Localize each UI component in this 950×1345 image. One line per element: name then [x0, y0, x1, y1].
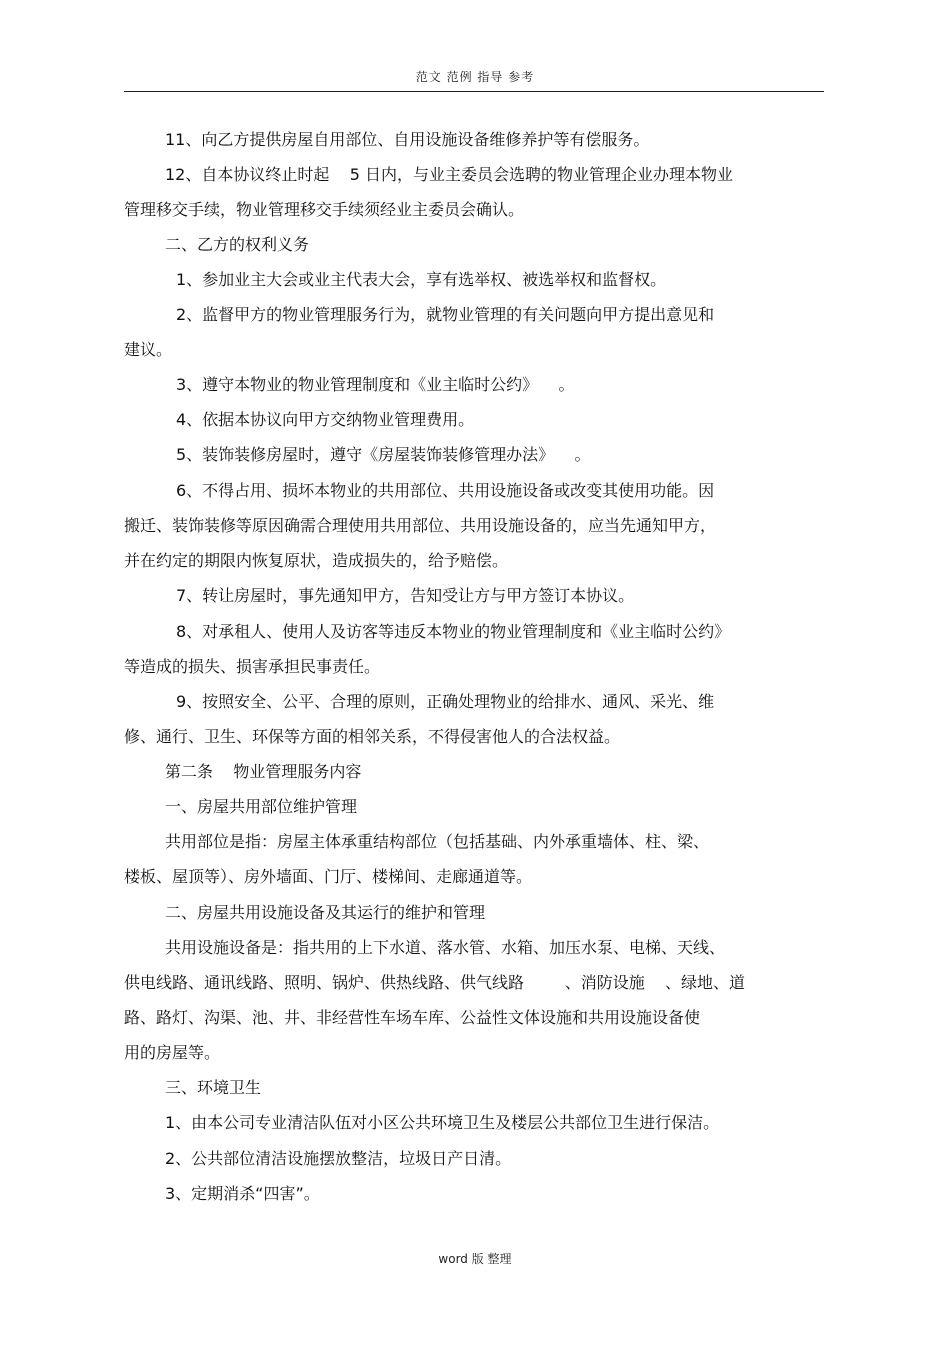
paragraph-line: 共用设施设备是：指共用的上下水道、落水管、水箱、加压水泵、电梯、天线、 — [165, 938, 726, 957]
paragraph-line: 管理移交手续，物业管理移交手续须经业主委员会确认。 — [124, 200, 525, 219]
paragraph-line: 4、依据本协议向甲方交纳物业管理费用。 — [176, 410, 475, 429]
paragraph-line: 3、遵守本物业的物业管理制度和《业主临时公约》 。 — [176, 375, 575, 394]
section-heading: 三、环境卫生 — [165, 1078, 262, 1097]
paragraph-line: 1、参加业主大会或业主代表大会，享有选举权、被选举权和监督权。 — [176, 270, 667, 289]
article-heading: 第二条 物业管理服务内容 — [165, 762, 362, 781]
paragraph-line: 并在约定的期限内恢复原状，造成损失的，给予赔偿。 — [124, 551, 509, 570]
paragraph-line: 2、公共部位清洁设施摆放整洁，垃圾日产日清。 — [165, 1149, 512, 1168]
paragraph-line: 楼板、屋顶等）、房外墙面、门厅、楼梯间、走廊通道等。 — [124, 867, 533, 886]
paragraph-line: 11、向乙方提供房屋自用部位、自用设施设备维修养护等有偿服务。 — [165, 130, 650, 149]
paragraph-line: 7、转让房屋时，事先通知甲方，告知受让方与甲方签订本协议。 — [176, 586, 635, 605]
paragraph-line: 12、自本协议终止时起 5 日内，与业主委员会选聘的物业管理企业办理本物业 — [165, 165, 733, 184]
paragraph-line: 6、不得占用、损坏本物业的共用部位、共用设施设备或改变其使用功能。因 — [176, 481, 715, 500]
paragraph-line: 修、通行、卫生、环保等方面的相邻关系，不得侵害他人的合法权益。 — [124, 727, 621, 746]
paragraph-line: 搬迁、装饰装修等原因确需合理使用共用部位、共用设施设备的，应当先通知甲方， — [124, 516, 717, 535]
paragraph-line: 5、装饰装修房屋时，遵守《房屋装饰装修管理办法》 。 — [176, 445, 591, 464]
page-footer: word 版 整理 — [438, 1252, 512, 1266]
section-heading: 二、房屋共用设施设备及其运行的维护和管理 — [165, 903, 486, 922]
paragraph-line: 9、按照安全、公平、合理的原则，正确处理物业的给排水、通风、采光、维 — [176, 692, 715, 711]
paragraph-line: 供电线路、通讯线路、照明、锅炉、供热线路、供气线路 、消防设施 、绿地、道 — [124, 973, 746, 992]
paragraph-line: 路、路灯、沟渠、池、井、非经营性车场车库、公益性文体设施和共用设施设备使 — [124, 1008, 701, 1027]
paragraph-line: 用的房屋等。 — [124, 1043, 221, 1062]
paragraph-line: 1、由本公司专业清洁队伍对小区公共环境卫生及楼层公共部位卫生进行保洁。 — [165, 1113, 720, 1132]
paragraph-line: 共用部位是指：房屋主体承重结构部位（包括基础、内外承重墙体、柱、梁、 — [165, 832, 710, 851]
page-header: 范文 范例 指导 参考 — [415, 70, 535, 84]
paragraph-line: 3、定期消杀“四害”。 — [165, 1184, 320, 1203]
section-heading: 二、乙方的权利义务 — [165, 235, 310, 254]
paragraph-line: 8、对承租人、使用人及访客等违反本物业的物业管理制度和《业主临时公约》 — [176, 622, 731, 641]
paragraph-line: 2、监督甲方的物业管理服务行为，就物业管理的有关问题向甲方提出意见和 — [176, 305, 715, 324]
paragraph-line: 等造成的损失、损害承担民事责任。 — [124, 657, 381, 676]
paragraph-line: 建议。 — [124, 340, 173, 359]
section-heading: 一、房屋共用部位维护管理 — [165, 797, 358, 816]
